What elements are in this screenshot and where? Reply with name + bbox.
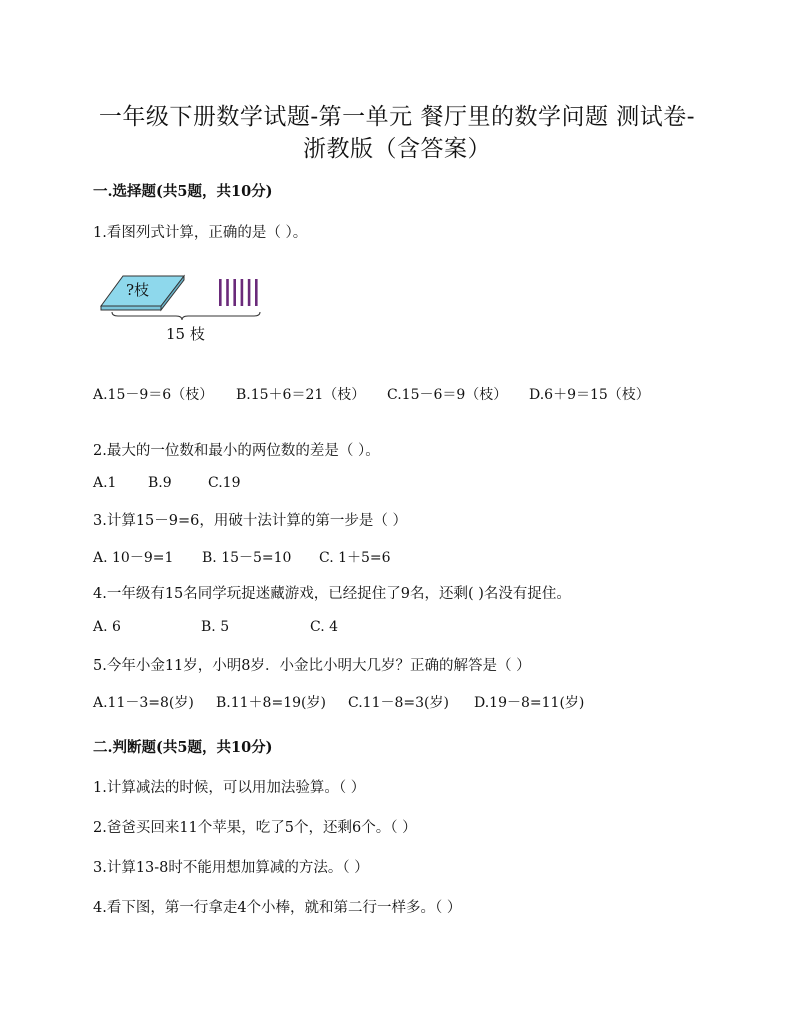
q1-option-b: B.15＋6＝21（枝） <box>236 387 366 403</box>
stick <box>255 279 258 306</box>
question-5: 5.今年小金11岁，小明8岁．小金比小明大几岁？正确的解答是（ ） <box>93 658 531 674</box>
box-edge <box>101 306 161 310</box>
q3-option-a: A. 10－9=1 <box>93 550 174 566</box>
q3-option-c: C. 1＋5=6 <box>319 550 391 566</box>
question-2: 2.最大的一位数和最小的两位数的差是（ ）。 <box>93 443 380 459</box>
question-3: 3.计算15－9=6，用破十法计算的第一步是（ ） <box>93 513 407 529</box>
total-label: 15 枝 <box>166 325 205 343</box>
q2-option-c: C.19 <box>208 475 241 491</box>
q5-option-c: C.11－8=3(岁) <box>348 695 449 711</box>
q1-option-c: C.15－6＝9（枝） <box>387 387 508 403</box>
stick <box>241 279 244 306</box>
q1-option-d: D.6＋9＝15（枝） <box>529 387 650 403</box>
tf-question-4: 4.看下图，第一行拿走4个小棒，就和第二行一样多。（ ） <box>93 900 462 916</box>
question-1: 1.看图列式计算，正确的是（ ）。 <box>93 225 308 241</box>
q2-option-a: A.1 <box>93 475 117 491</box>
q4-option-a: A. 6 <box>93 619 121 635</box>
page-title-line1: 一年级下册数学试题-第一单元 餐厅里的数学问题 测试卷- <box>98 104 696 130</box>
stick <box>219 279 222 306</box>
tf-question-2: 2.爸爸买回来11个苹果，吃了5个，还剩6个。（ ） <box>93 820 417 836</box>
pencil-box-figure <box>96 270 276 350</box>
stick <box>226 279 229 306</box>
question-4: 4.一年级有15名同学玩捉迷藏游戏，已经捉住了9名，还剩( )名没有捉住。 <box>93 586 571 602</box>
stick <box>233 279 236 306</box>
q1-option-a: A.15－9＝6（枝） <box>93 387 214 403</box>
page-title-line2: 浙教版（含答案） <box>303 136 491 162</box>
box-label: ?枝 <box>126 281 150 299</box>
stick <box>248 279 251 306</box>
section1-heading: 一.选择题(共5题，共10分) <box>93 183 273 200</box>
q5-option-a: A.11－3=8(岁) <box>93 695 194 711</box>
tf-question-3: 3.计算13-8时不能用想加算减的方法。（ ） <box>93 860 369 876</box>
q5-option-d: D.19－8=11(岁) <box>474 695 585 711</box>
q4-option-b: B. 5 <box>201 619 230 635</box>
sticks <box>219 279 258 306</box>
q3-option-b: B. 15－5=10 <box>202 550 292 566</box>
q4-option-c: C. 4 <box>310 619 339 635</box>
section2-heading: 二.判断题(共5题，共10分) <box>93 739 273 756</box>
q2-option-b: B.9 <box>148 475 172 491</box>
q5-option-b: B.11＋8=19(岁) <box>216 695 326 711</box>
tf-question-1: 1.计算减法的时候，可以用加法验算。（ ） <box>93 780 366 796</box>
brace <box>112 312 260 320</box>
